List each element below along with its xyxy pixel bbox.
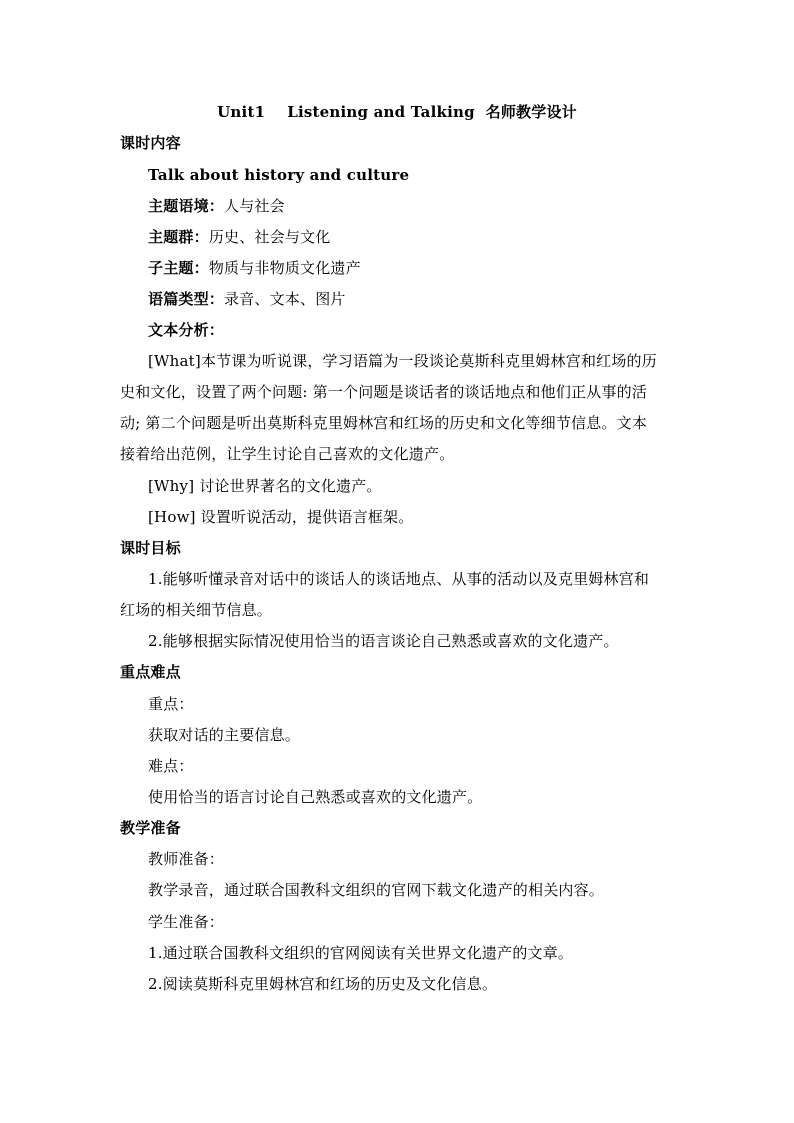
heading-teaching-preparation: 教学准备 bbox=[120, 819, 181, 837]
key-point-value: 获取对话的主要信息。 bbox=[148, 726, 301, 744]
student-preparation-item-1: 1.通过联合国教科文组织的官网阅读有关世界文化遗产的文章。 bbox=[148, 944, 574, 962]
document-title bbox=[0, 101, 794, 123]
heading-key-difficult-points: 重点难点 bbox=[120, 663, 181, 681]
key-point-label: 重点： bbox=[148, 695, 194, 713]
text-analysis-label: 文本分析： bbox=[148, 321, 225, 339]
difficult-point-label: 难点： bbox=[148, 757, 194, 775]
subtopic-label: 子主题： bbox=[148, 259, 209, 277]
theme-context-value: 人与社会 bbox=[224, 197, 285, 215]
genre-row bbox=[148, 288, 346, 310]
title-english: Listening and Talking bbox=[287, 103, 475, 121]
what-paragraph-line-4: 接着给出范例，让学生讨论自己喜欢的文化遗产。 bbox=[120, 445, 455, 463]
heading-lesson-objectives: 课时目标 bbox=[120, 539, 181, 557]
title-unit: Unit1 bbox=[217, 103, 266, 121]
how-paragraph: [How] 设置听说活动，提供语言框架。 bbox=[148, 508, 414, 526]
student-preparation-label: 学生准备： bbox=[148, 913, 225, 931]
objective-2: 2.能够根据实际情况使用恰当的语言谈论自己熟悉或喜欢的文化遗产。 bbox=[148, 632, 619, 650]
what-paragraph-line-1: [What]本节课为听说课，学习语篇为一段谈论莫斯科克里姆林宫和红场的历 bbox=[148, 352, 657, 370]
genre-label: 语篇类型： bbox=[148, 290, 225, 308]
genre-value: 录音、文本、图片 bbox=[224, 290, 346, 308]
what-paragraph-line-2: 史和文化，设置了两个问题: 第一个问题是谈话者的谈话地点和他们正从事的活 bbox=[120, 383, 648, 401]
teacher-preparation-value: 教学录音，通过联合国教科文组织的官网下载文化遗产的相关内容。 bbox=[148, 881, 605, 899]
teacher-preparation-label: 教师准备： bbox=[148, 850, 225, 868]
theme-context-row bbox=[148, 195, 285, 217]
theme-group-row bbox=[148, 226, 330, 248]
heading-lesson-content: 课时内容 bbox=[120, 134, 181, 152]
objective-1-line-1: 1.能够听懂录音对话中的谈话人的谈话地点、从事的活动以及克里姆林宫和 bbox=[148, 570, 650, 588]
theme-context-label: 主题语境： bbox=[148, 197, 225, 215]
student-preparation-item-2: 2.阅读莫斯科克里姆林宫和红场的历史及文化信息。 bbox=[148, 975, 498, 993]
lesson-topic: Talk about history and culture bbox=[148, 166, 410, 184]
theme-group-label: 主题群： bbox=[148, 228, 209, 246]
subtopic-row bbox=[148, 257, 361, 279]
subtopic-value: 物质与非物质文化遗产 bbox=[208, 259, 361, 277]
what-paragraph-line-3: 动; 第二个问题是听出莫斯科克里姆林宫和红场的历史和文化等细节信息。文本 bbox=[120, 414, 648, 432]
difficult-point-value: 使用恰当的语言讨论自己熟悉或喜欢的文化遗产。 bbox=[148, 788, 483, 806]
title-chinese: 名师教学设计 bbox=[485, 103, 577, 121]
theme-group-value: 历史、社会与文化 bbox=[208, 228, 331, 246]
objective-1-line-2: 红场的相关细节信息。 bbox=[120, 601, 273, 619]
why-paragraph: [Why] 讨论世界著名的文化遗产。 bbox=[148, 477, 382, 495]
